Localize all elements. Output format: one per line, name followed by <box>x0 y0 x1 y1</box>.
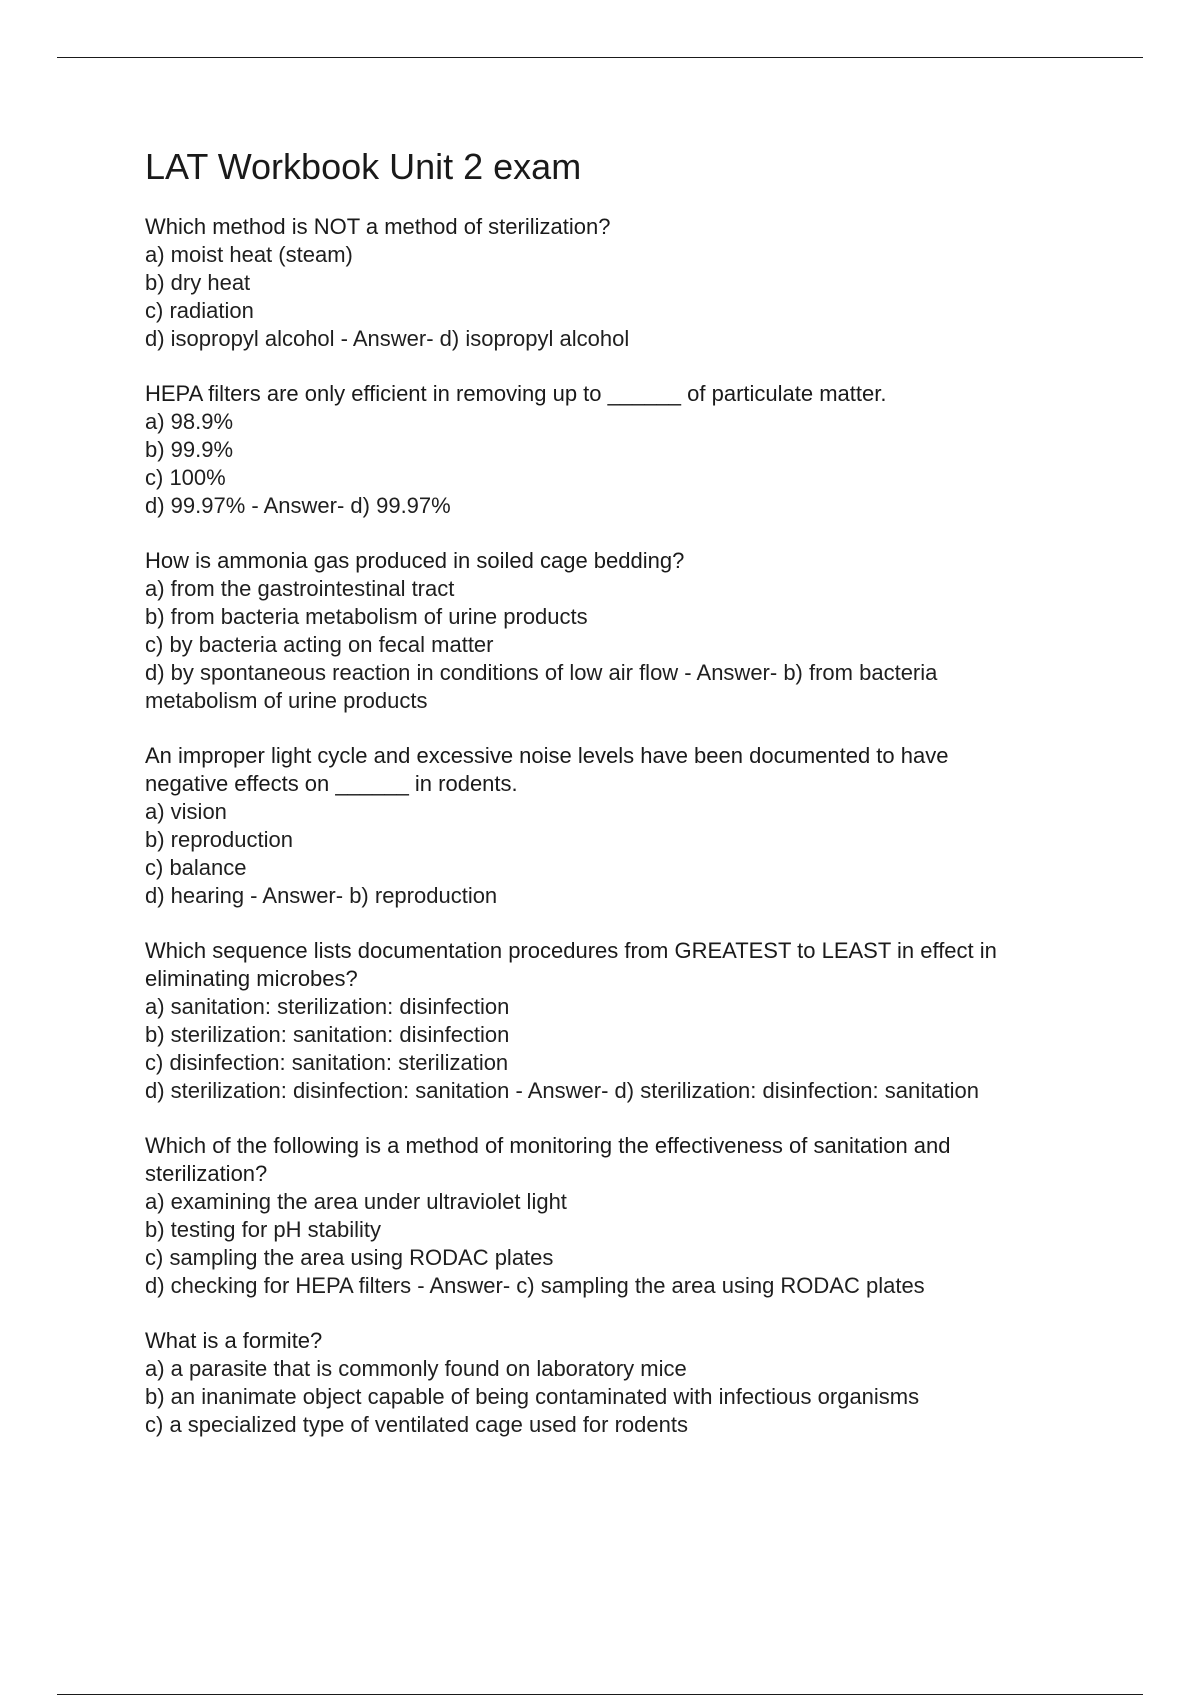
question-text: An improper light cycle and excessive noise levels have been documented to have <box>145 743 949 768</box>
option-b: b) from bacteria metabolism of urine products <box>145 604 588 629</box>
top-divider <box>57 57 1143 58</box>
question-text-continuation: eliminating microbes? <box>145 966 358 991</box>
option-c: c) balance <box>145 855 247 880</box>
answer-continuation: metabolism of urine products <box>145 688 428 713</box>
bottom-divider <box>57 1694 1143 1695</box>
question-text-continuation: negative effects on ______ in rodents. <box>145 771 518 796</box>
option-d-with-answer: d) 99.97% - Answer- d) 99.97% <box>145 493 451 518</box>
option-c: c) radiation <box>145 298 254 323</box>
question-text: Which sequence lists documentation procedures from GREATEST to LEAST in effect in <box>145 938 997 963</box>
question-text-continuation: sterilization? <box>145 1161 268 1186</box>
option-a: a) sanitation: sterilization: disinfection <box>145 994 510 1019</box>
page-title: LAT Workbook Unit 2 exam <box>145 146 582 187</box>
option-a: a) moist heat (steam) <box>145 242 353 267</box>
question-block <box>145 1132 1105 1300</box>
option-c: c) a specialized type of ventilated cage used for rodents <box>145 1412 688 1437</box>
option-a: a) 98.9% <box>145 409 234 434</box>
option-b: b) reproduction <box>145 827 293 852</box>
option-b: b) sterilization: sanitation: disinfection <box>145 1022 510 1047</box>
question-block <box>145 742 1105 910</box>
question-text: What is a formite? <box>145 1328 323 1353</box>
option-c: c) 100% <box>145 465 226 490</box>
question-block <box>145 547 1105 715</box>
question-block <box>145 380 1105 520</box>
question-list <box>145 213 1105 1466</box>
option-d-with-answer: d) checking for HEPA filters - Answer- c) sampling the area using RODAC plates <box>145 1273 925 1298</box>
option-a: a) examining the area under ultraviolet light <box>145 1189 567 1214</box>
option-b: b) an inanimate object capable of being contaminated with infectious organisms <box>145 1384 920 1409</box>
option-b: b) 99.9% <box>145 437 234 462</box>
question-block <box>145 213 1105 353</box>
option-d-with-answer: d) by spontaneous reaction in conditions of low air flow - Answer- b) from bacteria <box>145 660 938 685</box>
option-c: c) by bacteria acting on fecal matter <box>145 632 494 657</box>
option-b: b) testing for pH stability <box>145 1217 381 1242</box>
question-block <box>145 1327 1105 1439</box>
question-text: How is ammonia gas produced in soiled cage bedding? <box>145 548 685 573</box>
option-a: a) from the gastrointestinal tract <box>145 576 455 601</box>
option-c: c) disinfection: sanitation: sterilization <box>145 1050 509 1075</box>
option-a: a) a parasite that is commonly found on laboratory mice <box>145 1356 687 1381</box>
question-block <box>145 937 1105 1105</box>
question-text: HEPA filters are only efficient in removing up to ______ of particulate matter. <box>145 381 887 406</box>
option-b: b) dry heat <box>145 270 251 295</box>
option-c: c) sampling the area using RODAC plates <box>145 1245 554 1270</box>
option-d-with-answer: d) isopropyl alcohol - Answer- d) isopropyl alcohol <box>145 326 630 351</box>
option-d-with-answer: d) sterilization: disinfection: sanitation - Answer- d) sterilization: disinfection: sanitation <box>145 1078 979 1103</box>
question-text: Which method is NOT a method of sterilization? <box>145 214 611 239</box>
question-text: Which of the following is a method of monitoring the effectiveness of sanitation and <box>145 1133 951 1158</box>
option-d-with-answer: d) hearing - Answer- b) reproduction <box>145 883 498 908</box>
option-a: a) vision <box>145 799 227 824</box>
